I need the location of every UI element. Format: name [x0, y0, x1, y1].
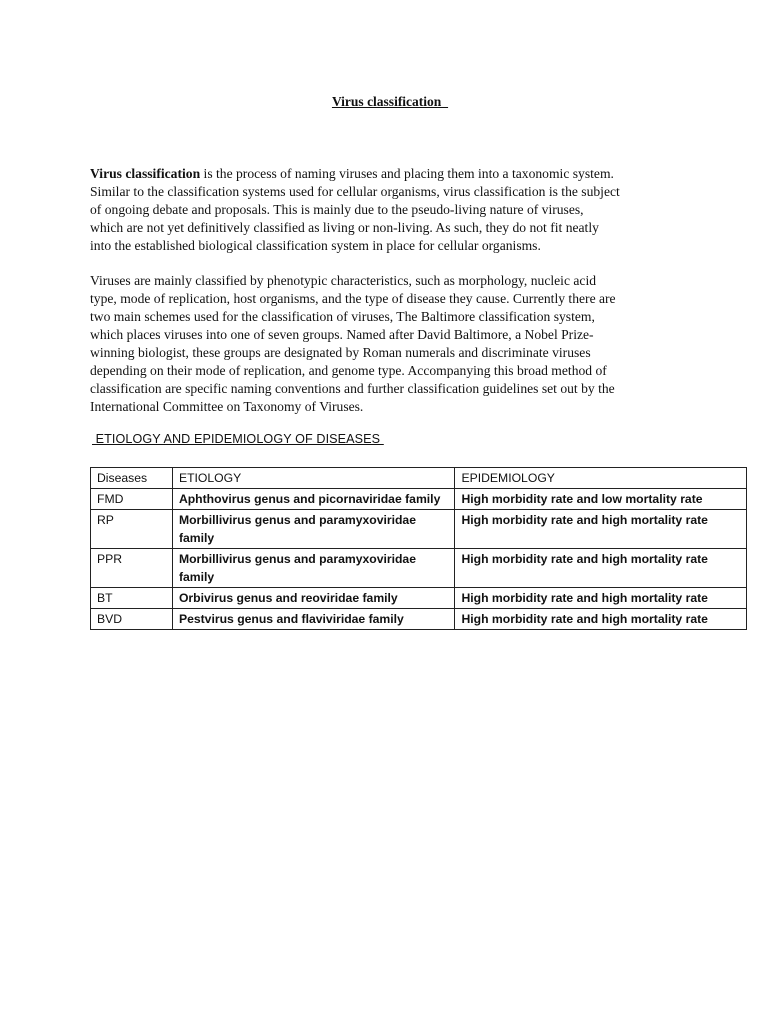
- header-diseases: Diseases: [91, 468, 173, 489]
- cell-epidemiology: High morbidity rate and high mortality rate: [455, 588, 747, 609]
- cell-disease: PPR: [91, 549, 173, 588]
- table-row: [91, 609, 747, 630]
- cell-epidemiology: High morbidity rate and high mortality rate: [455, 510, 747, 549]
- header-epidemiology: EPIDEMIOLOGY: [455, 468, 747, 489]
- disease-table: [90, 467, 747, 630]
- paragraph-line: into the established biological classification system in place for cellular organisms.: [90, 238, 541, 253]
- cell-disease: BVD: [91, 609, 173, 630]
- paragraph-line: which are not yet definitively classified as living or non-living. As such, they do not fit neatly: [90, 220, 599, 235]
- cell-etiology: Orbivirus genus and reoviridae family: [172, 588, 455, 609]
- paragraph-classification: [90, 272, 690, 416]
- table-row: [91, 549, 747, 588]
- paragraph-line: of ongoing debate and proposals. This is mainly due to the pseudo-living nature of viruses,: [90, 202, 584, 217]
- cell-etiology: Morbillivirus genus and paramyxoviridae family: [172, 549, 455, 588]
- cell-epidemiology: High morbidity rate and high mortality rate: [455, 609, 747, 630]
- cell-disease: RP: [91, 510, 173, 549]
- paragraph-line: two main schemes used for the classification of viruses, The Baltimore classification system,: [90, 309, 595, 324]
- table-row: [91, 489, 747, 510]
- paragraph-line: depending on their mode of replication, and genome type. Accompanying this broad method of: [90, 363, 607, 378]
- table-row: [91, 588, 747, 609]
- paragraph-line: Virus classification is the process of naming viruses and placing them into a taxonomic system.: [90, 166, 614, 181]
- table-row: [91, 510, 747, 549]
- lead-term: Virus classification: [90, 166, 201, 181]
- paragraph-line: winning biologist, these groups are designated by Roman numerals and discriminate viruses: [90, 345, 591, 360]
- page-title: Virus classification: [331, 94, 449, 109]
- paragraph-intro: [90, 165, 690, 255]
- cell-disease: BT: [91, 588, 173, 609]
- paragraph-line: International Committee on Taxonomy of Viruses.: [90, 399, 364, 414]
- header-etiology: ETIOLOGY: [172, 468, 455, 489]
- paragraph-line: Similar to the classification systems used for cellular organisms, virus classification is the subject: [90, 184, 620, 199]
- table-header-row: [91, 468, 747, 489]
- cell-epidemiology: High morbidity rate and high mortality rate: [455, 549, 747, 588]
- cell-disease: FMD: [91, 489, 173, 510]
- paragraph-line: type, mode of replication, host organisms, and the type of disease they cause. Currently there are: [90, 291, 616, 306]
- cell-etiology: Morbillivirus genus and paramyxoviridae family: [172, 510, 455, 549]
- cell-epidemiology: High morbidity rate and low mortality rate: [455, 489, 747, 510]
- paragraph-line: Viruses are mainly classified by phenotypic characteristics, such as morphology, nucleic acid: [90, 273, 597, 288]
- cell-etiology: Pestvirus genus and flaviviridae family: [172, 609, 455, 630]
- cell-etiology: Aphthovirus genus and picornaviridae family: [172, 489, 455, 510]
- paragraph-line: classification are specific naming conventions and further classification guidelines set out by the: [90, 381, 615, 396]
- section-heading: ETIOLOGY AND EPIDEMIOLOGY OF DISEASES: [92, 432, 384, 446]
- paragraph-line: which places viruses into one of seven groups. Named after David Baltimore, a Nobel Prize-: [90, 327, 594, 342]
